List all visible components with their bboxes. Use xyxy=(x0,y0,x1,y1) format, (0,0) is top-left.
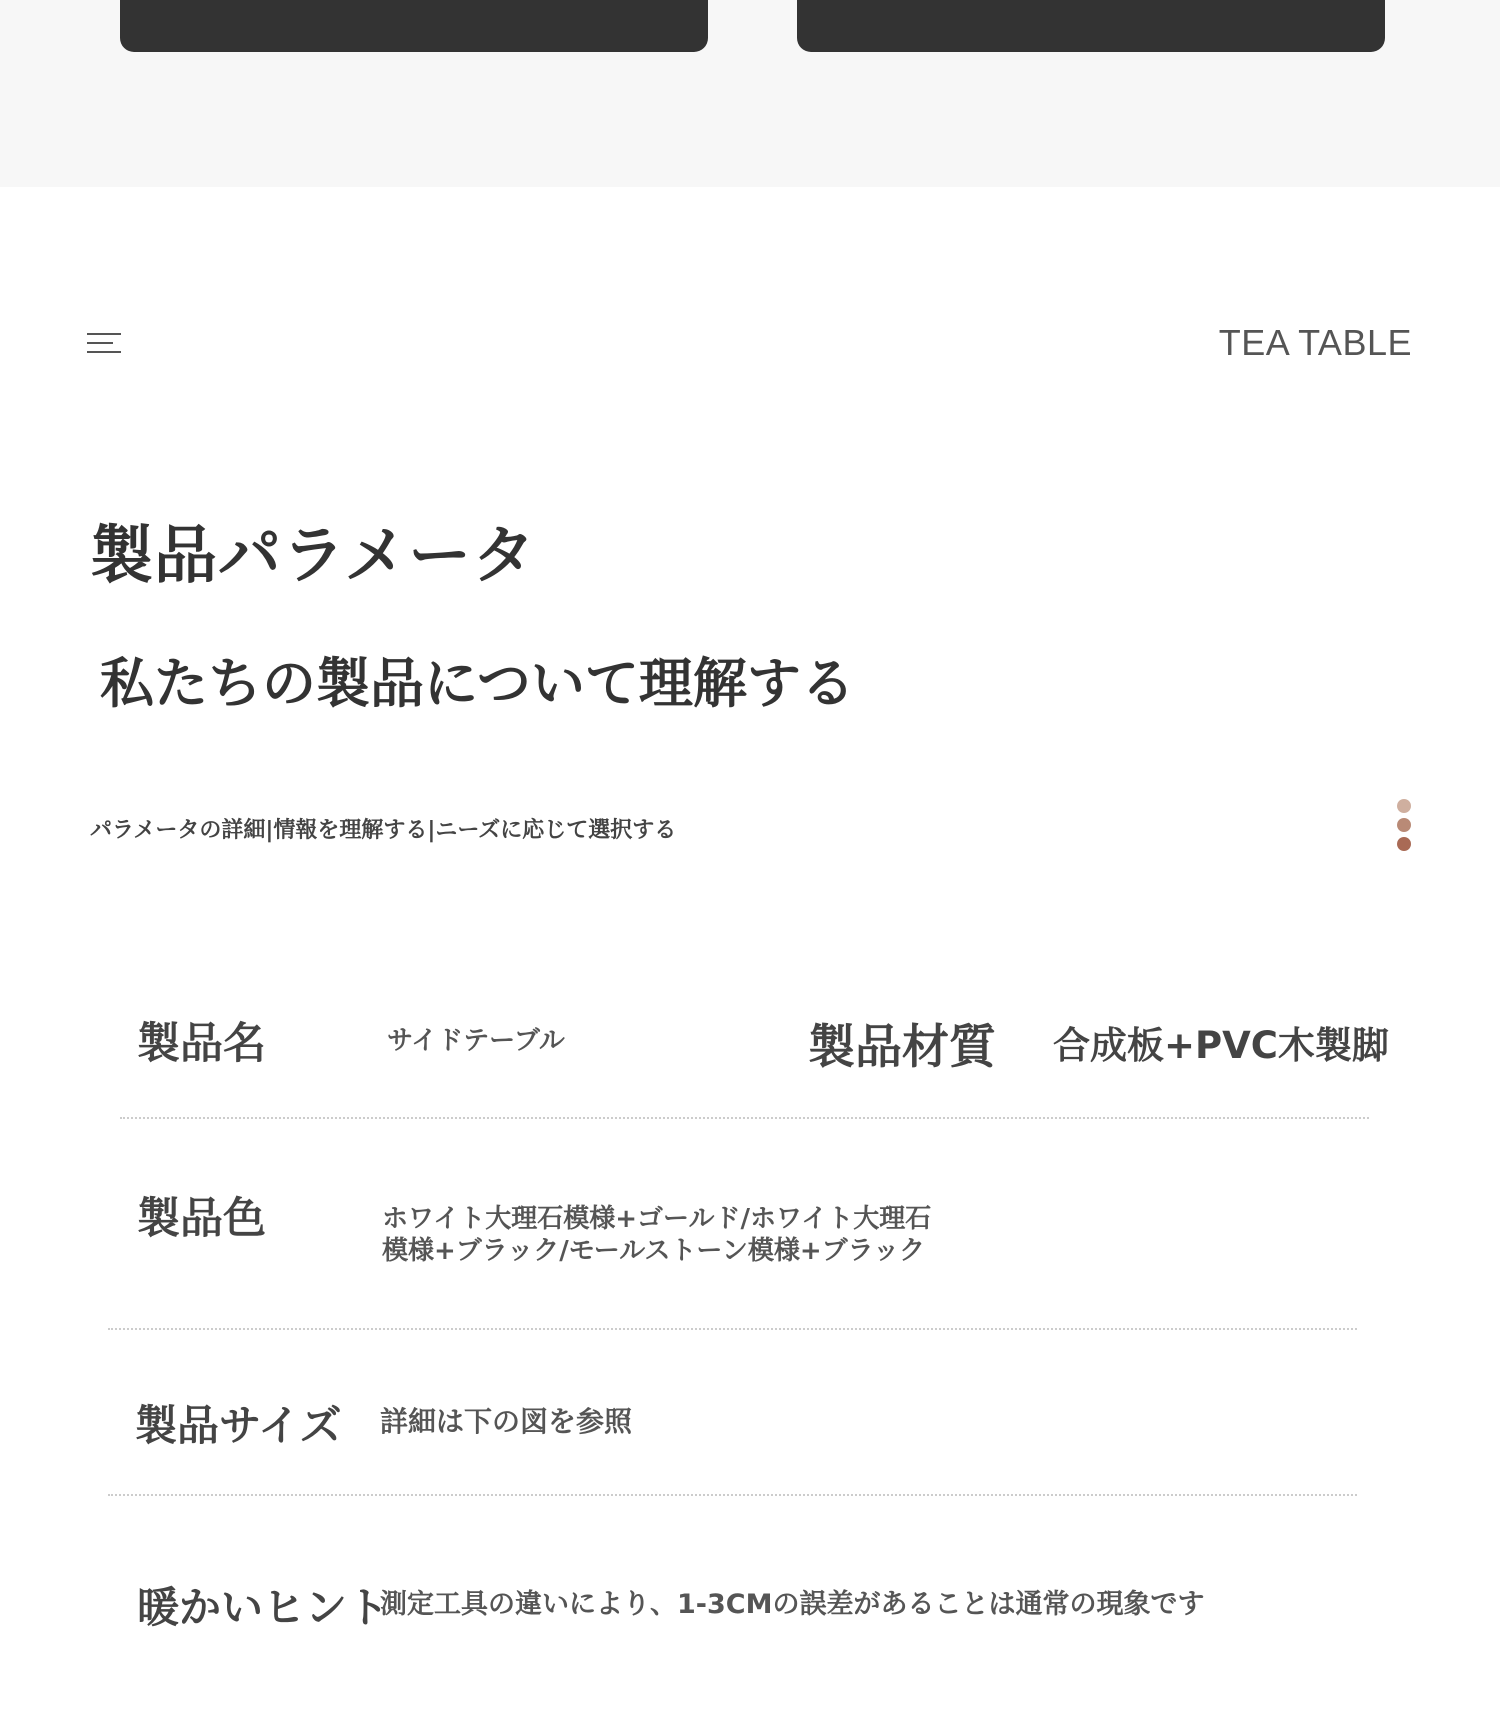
product-size-value: 詳細は下の図を参照 xyxy=(380,1405,633,1438)
section-title: 製品パラメータ xyxy=(90,519,537,592)
dot xyxy=(1397,818,1411,832)
product-name-value: サイドテーブル xyxy=(387,1026,565,1056)
dark-panel-left xyxy=(120,0,708,52)
product-color-value xyxy=(382,1203,931,1267)
material-value: 合成板+PVC木製脚 xyxy=(1053,1024,1389,1067)
product-size-label: 製品サイズ xyxy=(135,1401,342,1450)
section-subtitle: 私たちの製品について理解する xyxy=(100,652,855,715)
row-divider xyxy=(108,1328,1357,1330)
dot xyxy=(1397,799,1411,813)
hint-label: 暖かいヒント xyxy=(137,1583,390,1632)
menu-icon-line xyxy=(87,333,121,335)
dots-indicator-icon xyxy=(1397,799,1411,853)
product-color-value-line: ホワイト大理石模様+ゴールド/ホワイト大理石 xyxy=(382,1204,932,1234)
product-name-label: 製品名 xyxy=(137,1019,266,1069)
menu-icon[interactable] xyxy=(87,333,123,353)
dark-panel-right xyxy=(797,0,1385,52)
brand-title: TEA TABLE xyxy=(1218,322,1412,363)
product-color-value-line: 模様+ブラック/モールストーン模様+ブラック xyxy=(382,1236,926,1266)
top-band xyxy=(0,0,1500,187)
row-divider xyxy=(108,1494,1357,1496)
menu-icon-line xyxy=(87,342,113,344)
product-color-label: 製品色 xyxy=(137,1194,266,1244)
row-divider xyxy=(120,1117,1369,1119)
dot xyxy=(1397,837,1411,851)
section-tagline: パラメータの詳細|情報を理解する|ニーズに応じて選択する xyxy=(90,818,677,843)
menu-icon-line xyxy=(87,351,121,353)
material-label: 製品材質 xyxy=(808,1020,996,1075)
hint-value: 測定工具の違いにより、1-3CMの誤差があることは通常の現象です xyxy=(380,1589,1205,1620)
